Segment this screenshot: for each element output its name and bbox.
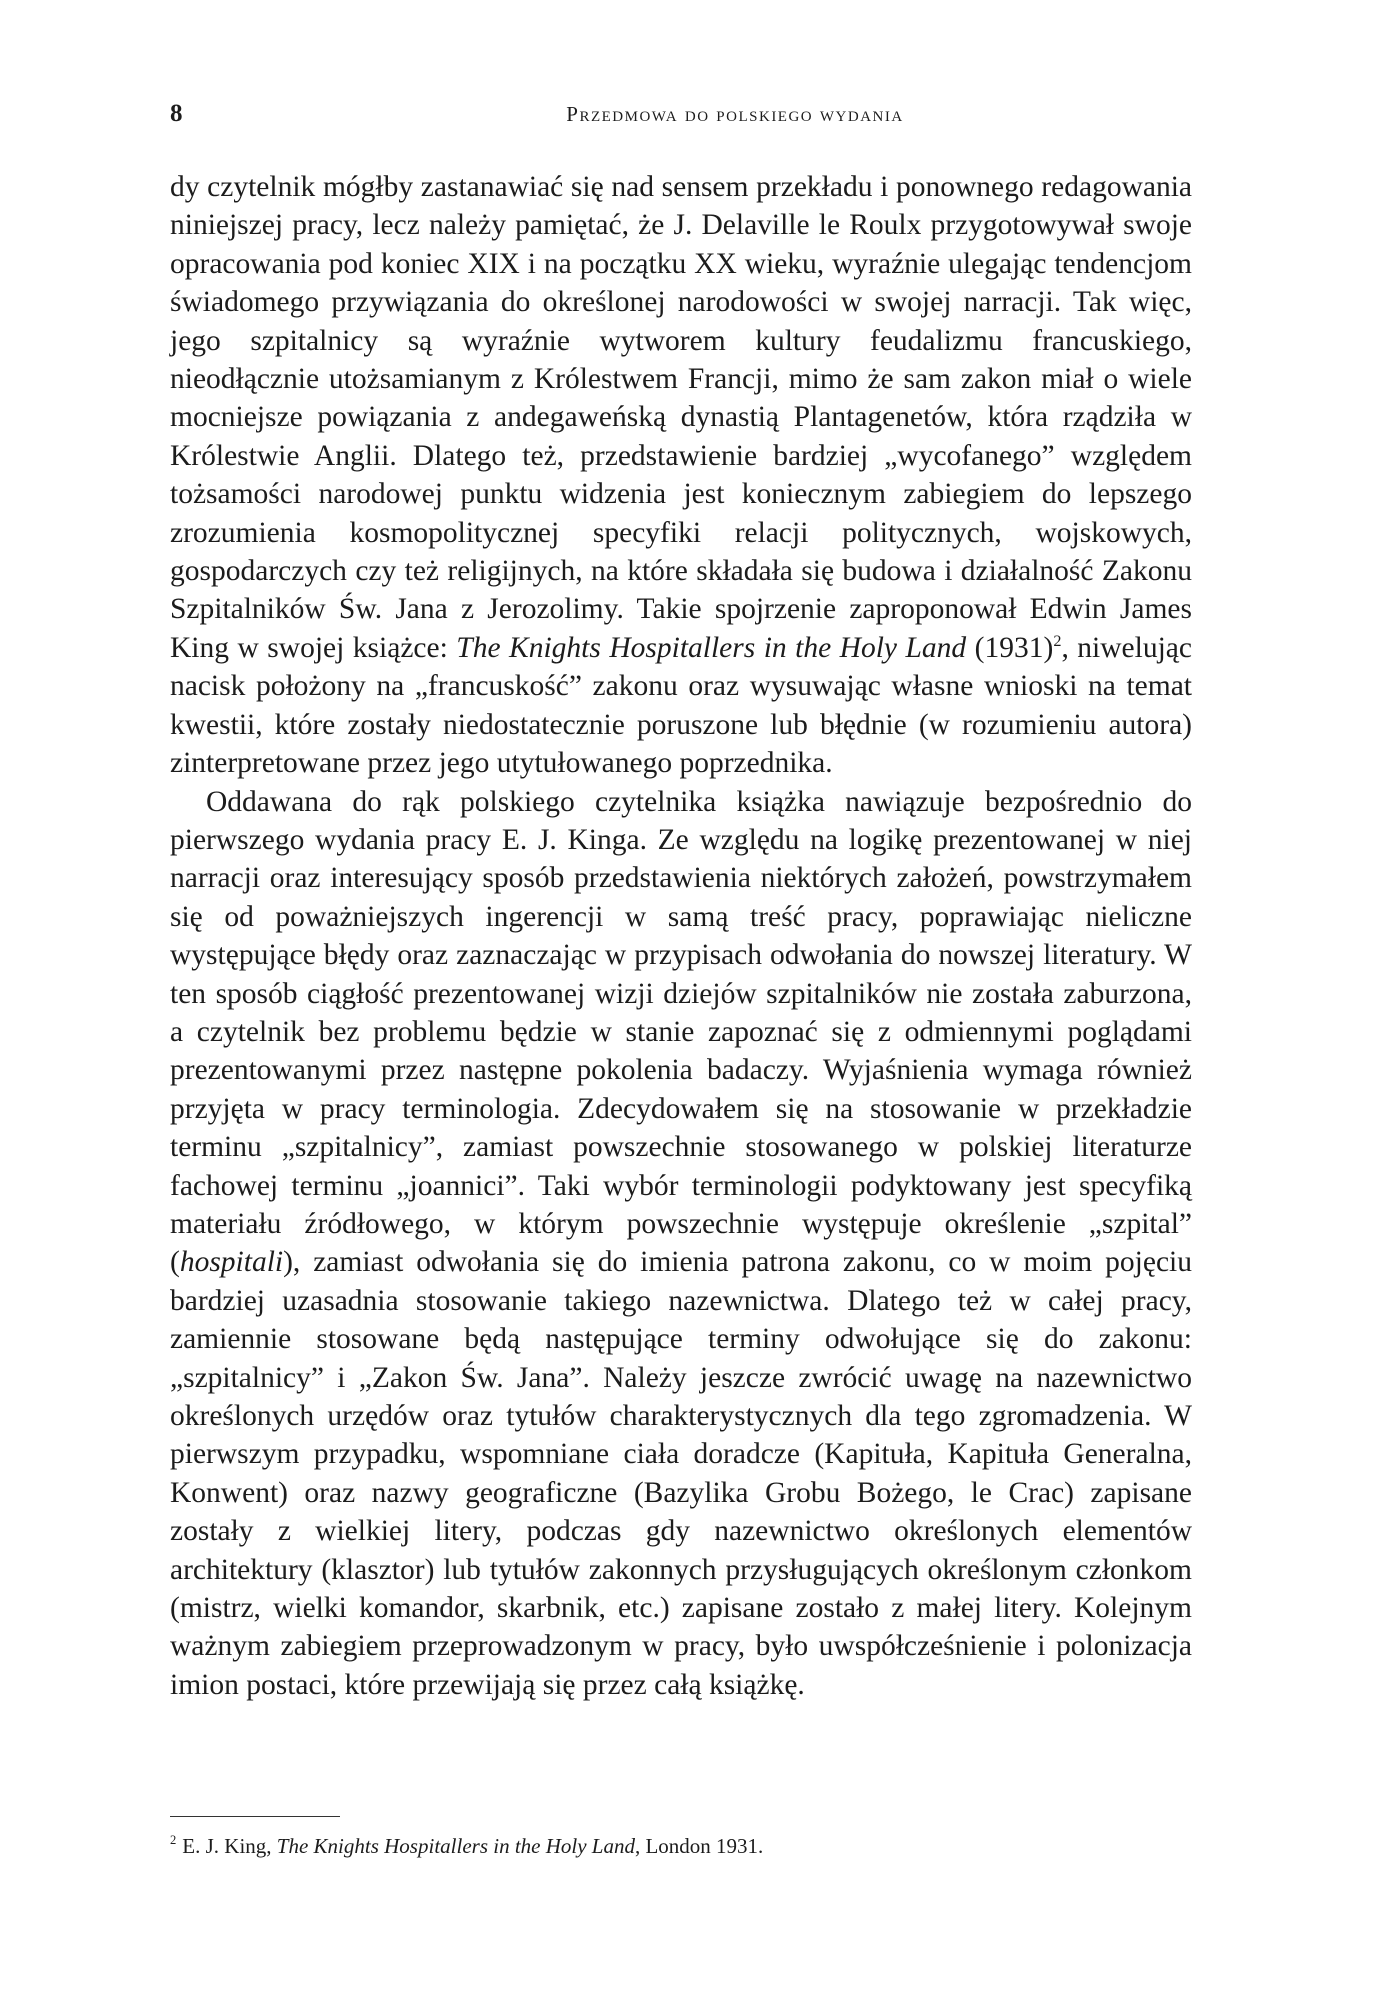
footnote-title: The Knights Hospitallers in the Holy Land [276,1833,635,1858]
footnote [170,1826,1192,1860]
running-head [170,100,1230,140]
running-title: Przedmowa do polskiego wydania [566,102,904,126]
paragraph-text: (1931) [966,631,1054,664]
book-title: The Knights Hospitallers in the Holy Land [456,631,967,664]
italic-term: hospitali [179,1246,284,1279]
paragraph-text: ), zamiast odwołania się do imienia patrona zakonu, co w moim pojęciu bardziej uzasadnia stosowanie takiego nazewnictwa. Dlatego też w całej pracy, zamiennie stosowane będą następujące terminy odwołujące się do zakonu: „szpitalnicy” i „Zakon Św. Jana”. Należy jeszcze zwrócić uwagę na nazewnictwo określonych urzędów oraz tytułów charakterystycznych dla tego zgromadzenia. W pierwszym przypadku, wspomniane ciała doradcze (Kapituła, Kapituła Generalna, Konwent) oraz nazwy geograficzne (Bazylika Grobu Bożego, le Crac) zapisane zostały z wielkiej litery, podczas gdy nazewnictwo określonych elementów architektury (klasztor) lub tytułów zakonnych przysługujących określonym członkom (mistrz, wielki komandor, skarbnik, etc.) zapisane zostało z małej litery. Kolejnym ważnym zabiegiem przeprowadzonym w pracy, było uwspółcześnienie i polonizacja imion postaci, które przewijają się przez całą książkę. [170,1246,1192,1701]
paragraph-text: , niwelując nacisk położony na „francuskość” zakonu oraz wysuwając własne wnioski na temat kwestii, które zostały niedostatecznie poruszone lub błędnie (w rozumieniu autora) zinterpretowane przez jego utytułowanego poprzednika. [170,631,1192,780]
paragraph [170,783,1192,1705]
footnote-text: , London 1931. [634,1833,764,1858]
paragraph [170,168,1192,783]
footnote-reference[interactable]: 2 [1053,632,1062,651]
body-text [170,168,1192,1704]
footnote-author: E. J. King, [182,1833,277,1858]
paragraph-text: dy czytelnik mógłby zastanawiać się nad sensem przekładu i ponownego redagowania niniejszej pracy, lecz należy pamiętać, że J. Delaville le Roulx przygotowywał swoje opracowania pod koniec XIX i na początku XX wieku, wyraźnie ulegając tendencjom świadomego przywiązania do określonej narodowości w swojej narracji. Tak więc, jego szpitalnicy są wyraźnie wytworem kultury feudalizmu francuskiego, nieodłącznie utożsamianym z Królestwem Francji, mimo że sam zakon miał o wiele mocniejsze powiązania z andegaweńską dynastią Plantagenetów, która rządziła w Królestwie Anglii. Dlatego też, przedstawienie bardziej „wycofanego” względem tożsamości narodowej punktu widzenia jest koniecznym zabiegiem do lepszego zrozumienia kosmopolitycznej specyfiki relacji politycznych, wojskowych, gospodarczych czy też religijnych, na które składała się budowa i działalność Zakonu Szpitalników Św. Jana z Jerozolimy. Takie spojrzenie zaproponował Edwin James King w swojej książce: [170,171,1192,664]
footnote-marker: 2 [170,1833,177,1847]
page-number: 8 [170,100,183,127]
footnote-divider [170,1816,340,1817]
paragraph-text: Oddawana do rąk polskiego czytelnika książka nawiązuje bezpośrednio do pierwszego wydania pracy E. J. Kinga. Ze względu na logikę prezentowanej w niej narracji oraz interesujący sposób przedstawienia niektórych założeń, powstrzymałem się od poważniejszych ingerencji w samą treść pracy, poprawiając nieliczne występujące błędy oraz zaznaczając w przypisach odwołania do nowszej literatury. W ten sposób ciągłość prezentowanej wizji dziejów szpitalników nie została zaburzona, a czytelnik bez problemu będzie w stanie zapoznać się z odmiennymi poglądami prezentowanymi przez następne pokolenia badaczy. Wyjaśnienia wymaga również przyjęta w pracy terminologia. Zdecydowałem się na stosowanie w przekładzie terminu „szpitalnicy”, zamiast powszechnie stosowanego w polskiej literaturze fachowej terminu „joannici”. Taki wybór terminologii podyktowany jest specyfiką materiału źródłowego, w którym powszechnie występuje określenie „szpital” ( [170,785,1192,1279]
